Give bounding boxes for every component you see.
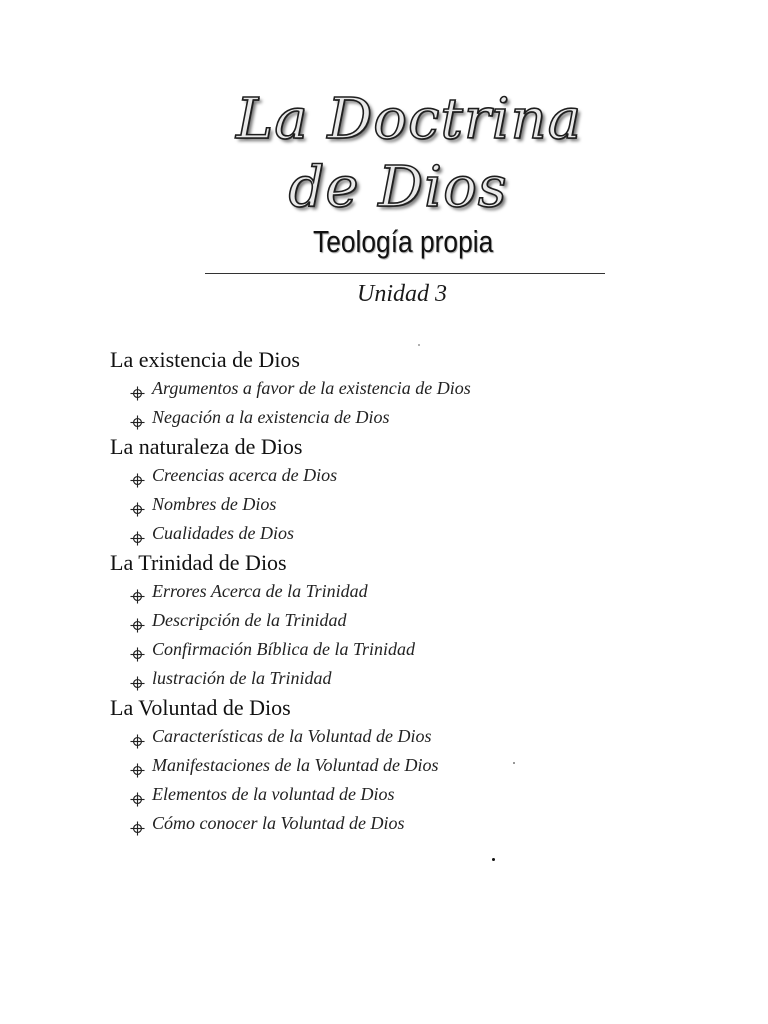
section-heading: La naturaleza de Dios [110, 434, 303, 459]
list-item-label: Cómo conocer la Voluntad de Dios [152, 813, 405, 833]
list-item [110, 780, 670, 809]
list-item [110, 519, 670, 548]
list-item [110, 577, 670, 606]
crosshair-bullet-icon [130, 642, 145, 657]
toc-section [110, 548, 670, 693]
list-item [110, 606, 670, 635]
toc-section [110, 693, 670, 838]
list-item [110, 403, 670, 432]
list-item-label: lustración de la Trinidad [152, 668, 332, 688]
list-item [110, 722, 670, 751]
list-item-label: Negación a la existencia de Dios [152, 407, 390, 427]
list-item-label: Manifestaciones de la Voluntad de Dios [152, 755, 439, 775]
section-heading: La Voluntad de Dios [110, 695, 291, 720]
list-item-label: Nombres de Dios [152, 494, 277, 514]
scan-speck [418, 344, 420, 346]
list-item-label: Confirmación Bíblica de la Trinidad [152, 639, 416, 659]
subtitle: Teología propia [313, 224, 494, 259]
list-item-label: Elementos de la voluntad de Dios [152, 784, 395, 804]
crosshair-bullet-icon [130, 613, 145, 628]
title-line-1: La Doctrina [236, 87, 582, 152]
list-item-label: Errores Acerca de la Trinidad [152, 581, 368, 601]
crosshair-bullet-icon [130, 671, 145, 686]
title-line-2: de Dios [288, 155, 508, 220]
unit-label: Unidad 3 [357, 281, 447, 307]
scan-speck [513, 762, 515, 764]
crosshair-bullet-icon [130, 816, 145, 831]
list-item-label: Argumentos a favor de la existencia de Dios [152, 378, 471, 398]
list-item-label: Descripción de la Trinidad [152, 610, 347, 630]
crosshair-bullet-icon [130, 526, 145, 541]
crosshair-bullet-icon [130, 468, 145, 483]
crosshair-bullet-icon [130, 497, 145, 512]
scan-speck [492, 858, 495, 861]
crosshair-bullet-icon [130, 758, 145, 773]
list-item [110, 664, 670, 693]
list-item-label: Características de la Voluntad de Dios [152, 726, 432, 746]
crosshair-bullet-icon [130, 729, 145, 744]
crosshair-bullet-icon [130, 584, 145, 599]
section-heading: La Trinidad de Dios [110, 550, 287, 575]
list-item [110, 374, 670, 403]
crosshair-bullet-icon [130, 381, 145, 396]
list-item-label: Cualidades de Dios [152, 523, 294, 543]
toc-section [110, 345, 670, 432]
crosshair-bullet-icon [130, 787, 145, 802]
list-item [110, 461, 670, 490]
crosshair-bullet-icon [130, 410, 145, 425]
list-item-label: Creencias acerca de Dios [152, 465, 338, 485]
list-item [110, 635, 670, 664]
table-of-contents [110, 345, 670, 838]
title-divider [205, 273, 605, 274]
list-item [110, 751, 670, 780]
list-item [110, 490, 670, 519]
list-item [110, 809, 670, 838]
toc-section [110, 432, 670, 548]
section-heading: La existencia de Dios [110, 347, 300, 372]
